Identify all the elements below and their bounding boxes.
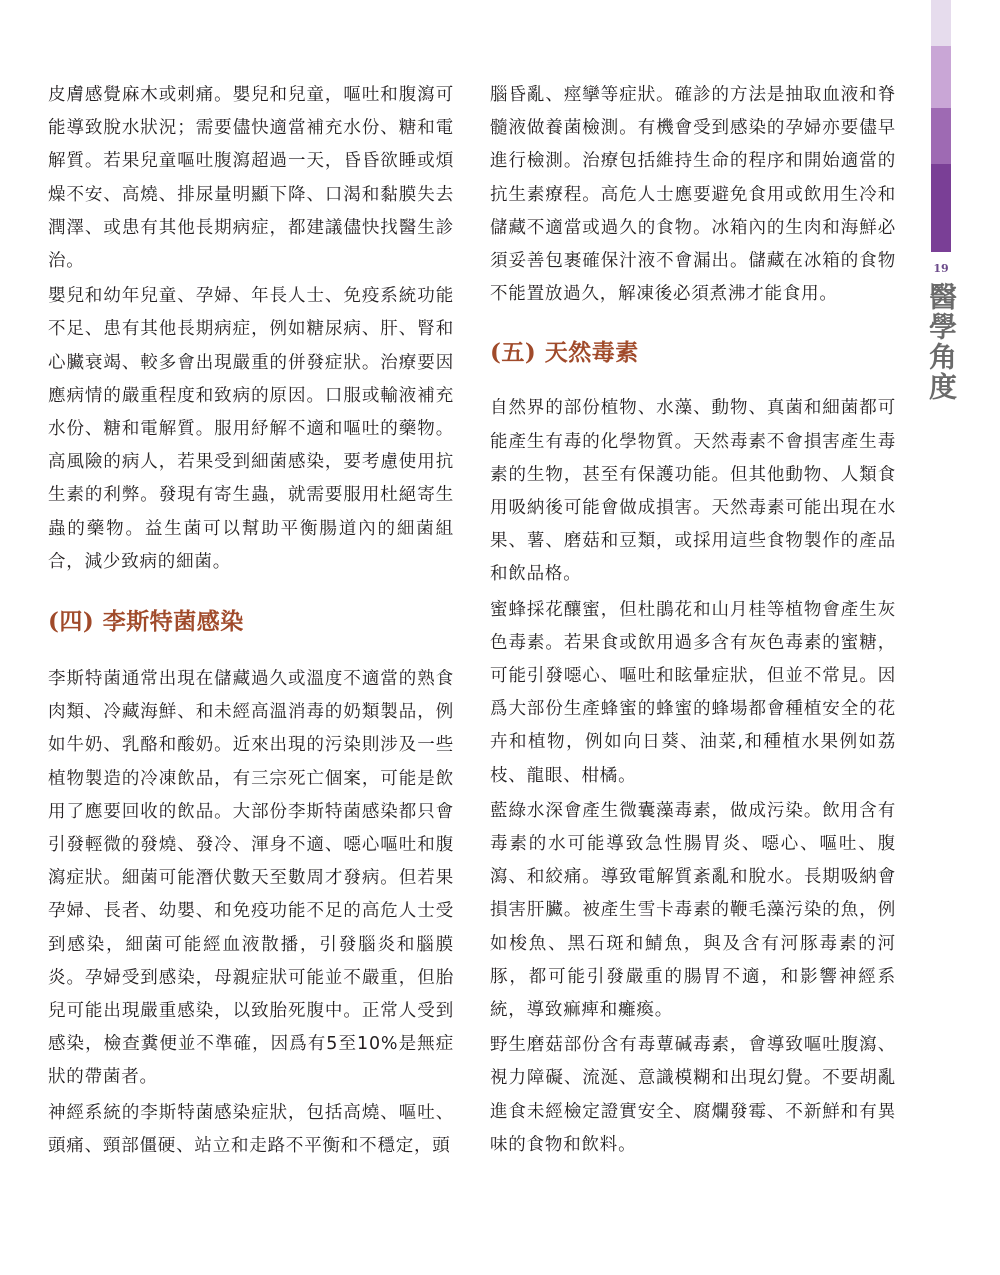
paragraph: 皮膚感覺麻木或刺痛。嬰兒和兒童，嘔吐和腹瀉可能導致脫水狀況；需要儘快適當補充水份、糖和電解質。若果兒童嘔吐腹瀉超過一天，昏昏欲睡或煩燥不安、高燒、排尿量明顯下降、口渴和黏膜失去潤澤、或患有其他長期病症，都建議儘快找醫生診治。 bbox=[48, 85, 454, 272]
band-segment bbox=[931, 0, 951, 46]
section-side-title: 醫學角度 bbox=[925, 282, 958, 402]
paragraph: 李斯特菌通常出現在儲藏過久或溫度不適當的熟食肉類、冷藏海鮮、和未經高溫消毒的奶類製品，例如牛奶、乳酪和酸奶。近來出現的污染則涉及一些植物製造的冷凍飲品，有三宗死亡個案，可能是飲用了應要回收的飲品。大部份李斯特菌感染都只會引發輕微的發燒、發冷、渾身不適、噁心嘔吐和腹瀉症狀。細菌可能潛伏數天至數周才發病。但若果孕婦、長者、幼嬰、和免疫功能不足的高危人士受到感染，細菌可能經血液散播，引發腦炎和腦膜炎。孕婦受到感染，母親症狀可能並不嚴重，但胎兒可能出現嚴重感染，以致胎死腹中。正常人受到感染，檢查糞便並不準確，因爲有5至10%是無症狀的帶菌者。 bbox=[48, 669, 454, 1088]
band-segment bbox=[931, 108, 951, 164]
page-number: 19 bbox=[933, 262, 949, 275]
right-column bbox=[490, 79, 896, 1162]
section-heading-listeria: (四) 李斯特菌感染 bbox=[48, 608, 244, 636]
band-segment bbox=[931, 46, 951, 108]
band-segment bbox=[931, 164, 951, 252]
paragraph: 神經系統的李斯特菌感染症狀，包括高燒、嘔吐、頭痛、頸部僵硬、站立和走路不平衡和不穩定，頭 bbox=[48, 1102, 454, 1156]
paragraph: 藍綠水深會產生微囊藻毒素，做成污染。飲用含有毒素的水可能導致急性腸胃炎、噁心、嘔吐、腹瀉、和絞痛。導致電解質紊亂和脫水。長期吸納會損害肝臟。被產生雪卡毒素的鞭毛藻污染的魚，例如梭魚、黑石斑和鯖魚，與及含有河豚毒素的河豚，都可能引發嚴重的腸胃不適，和影響神經系統，導致痲痺和癱瘓。 bbox=[490, 800, 896, 1021]
paragraph: 蜜蜂採花釀蜜，但杜鵑花和山月桂等植物會產生灰色毒素。若果食或飲用過多含有灰色毒素的蜜糖，可能引發噁心、嘔吐和眩暈症狀，但並不常見。因爲大部份生產蜂蜜的蜂蜜的蜂場都會種植安全的花卉和植物，例如向日葵、油菜,和種植水果例如荔枝、龍眼、柑橘。 bbox=[490, 599, 896, 786]
side-color-band bbox=[931, 0, 951, 252]
section-heading-natural-toxins: (五) 天然毒素 bbox=[490, 339, 639, 367]
left-column bbox=[48, 79, 454, 1163]
paragraph: 野生磨菇部份含有毒蕈碱毒素，會導致嘔吐腹瀉、視力障礙、流涎、意識模糊和出現幻覺。不要胡亂進食未經檢定證實安全、腐爛發霉、不新鮮和有異味的食物和飲料。 bbox=[490, 1035, 896, 1155]
paragraph: 嬰兒和幼年兒童、孕婦、年長人士、免疫系統功能不足、患有其他長期病症，例如糖尿病、肝、腎和心臟衰竭、較多會出現嚴重的併發症狀。治療要因應病情的嚴重程度和致病的原因。口服或輸液補充水份、糖和電解質。服用紓解不適和嘔吐的藥物。高風險的病人，若果受到細菌感染，要考慮使用抗生素的利弊。發現有寄生蟲，就需要服用杜絕寄生蟲的藥物。益生菌可以幫助平衡腸道內的細菌組合，減少致病的細菌。 bbox=[48, 286, 454, 572]
paragraph: 腦昏亂、痙攣等症狀。確診的方法是抽取血液和脊髓液做養菌檢測。有機會受到感染的孕婦亦要儘早進行檢測。治療包括維持生命的程序和開始適當的抗生素療程。高危人士應要避免食用或飲用生冷和儲藏不適當或過久的食物。冰箱內的生肉和海鮮必須妥善包裹確保汁液不會漏出。儲藏在冰箱的食物不能置放過久，解凍後必須煮沸才能食用。 bbox=[490, 85, 896, 305]
paragraph: 自然界的部份植物、水藻、動物、真菌和細菌都可能產生有毒的化學物質。天然毒素不會損害產生毒素的生物，甚至有保護功能。但其他動物、人類食用吸納後可能會做成損害。天然毒素可能出現在水果、薯、磨菇和豆類，或採用這些食物製作的產品和飲品格。 bbox=[490, 398, 896, 585]
